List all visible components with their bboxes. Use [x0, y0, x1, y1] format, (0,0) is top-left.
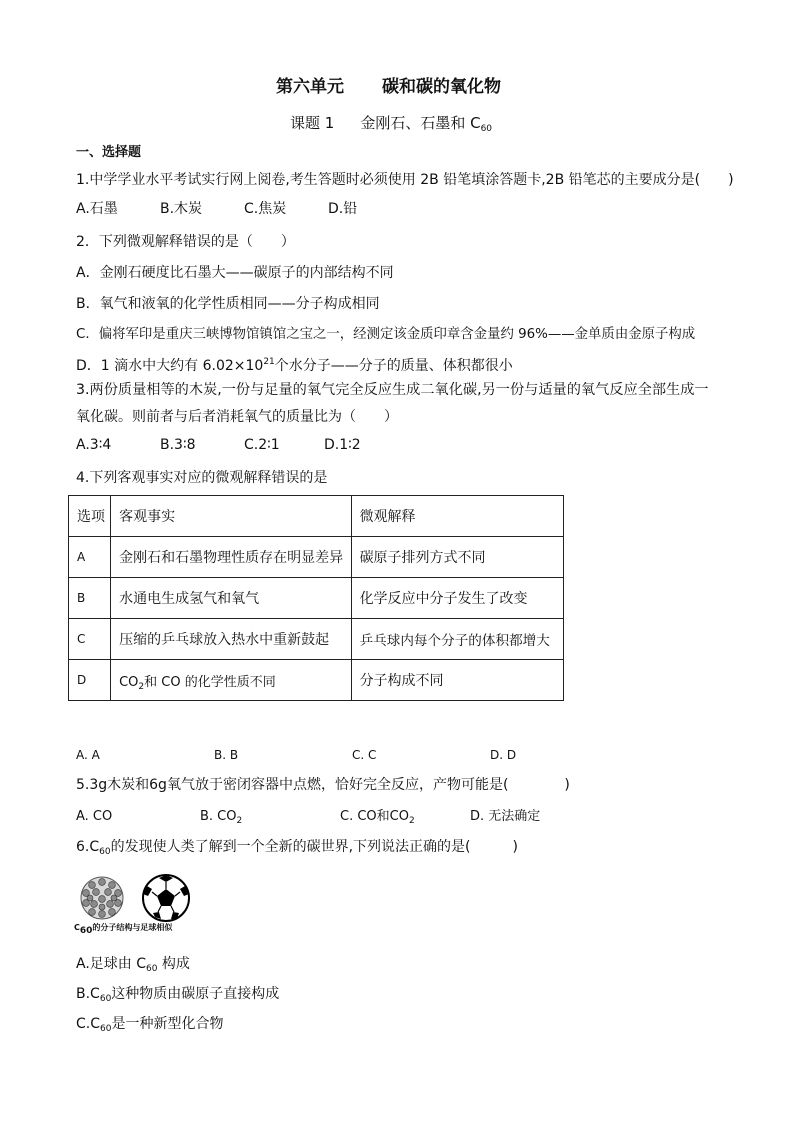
table-cell: 水通电生成氢气和氧气 [111, 578, 351, 619]
table-row [69, 660, 564, 701]
table-cell: A [69, 537, 111, 578]
c60-molecule-and-football-illustration [74, 872, 204, 924]
figure-caption: $C_{60}$的分子结构与足球相似 [74, 923, 173, 936]
q4-option-d: D. D [490, 748, 517, 762]
table-cell: 分子构成不同 [351, 660, 563, 701]
q6-option-c: $C.C_{60}$是一种新型化合物 [76, 1016, 224, 1034]
q3-option-c: C.2∶1 [244, 437, 280, 453]
table-cell: 碳原子排列方式不同 [351, 537, 563, 578]
table-cell: $CO_2$和 CO 的化学性质不同 [111, 660, 351, 701]
explanation-table [68, 495, 564, 701]
page-title: 第六单元 碳和碳的氧化物 [276, 77, 501, 97]
table-row [69, 619, 564, 660]
q2-option-b: B．氧气和液氧的化学性质相同——分子构成相同 [76, 296, 380, 312]
table-cell: 化学反应中分子发生了改变 [351, 578, 563, 619]
question-6-stem: $6.C_{60}$的发现使人类了解到一个全新的碳世界,下列说法正确的是( ) [76, 839, 518, 857]
question-3-stem-line-1: 3.两份质量相等的木炭,一份与足量的氧气完全反应生成二氧化碳,另一份与适量的氧气反应全部生成一 [76, 382, 709, 398]
table-header-cell: 客观事实 [111, 496, 351, 537]
q3-option-a: A.3∶4 [76, 437, 112, 453]
q2-option-a: A．金刚石硬度比石墨大——碳原子的内部结构不同 [76, 265, 394, 281]
question-2-stem: 2．下列微观解释错误的是（ ） [76, 234, 295, 250]
q6-option-b: $B.C_{60}$这种物质由碳原子直接构成 [76, 986, 280, 1004]
q1-option-d: D.铅 [328, 201, 358, 217]
table-row [69, 537, 564, 578]
q1-option-a: A.石墨 [76, 201, 118, 217]
q1-option-b: B.木炭 [160, 201, 203, 217]
table-cell: C [69, 619, 111, 660]
section-heading: 一、选择题 [76, 145, 142, 160]
q5-option-d: D. 无法确定 [470, 809, 541, 824]
lesson-subtitle: 课题 1 金刚石、石墨和 $C_{60}$ [290, 114, 493, 134]
q4-option-b: B. B [214, 748, 239, 762]
q2-option-c: C．偏将军印是重庆三峡博物馆镇馆之宝之一，经测定该金质印章含金量约 96%——金单质由金原子构成 [76, 327, 696, 342]
table-header-cell: 微观解释 [351, 496, 563, 537]
football-icon [143, 875, 189, 921]
q3-option-b: B.3∶8 [160, 437, 196, 453]
q2-option-d: D．1 滴水中大约有 $6.02\times 10^{21}$个水分子——分子的质量、体积都很小 [76, 357, 513, 374]
table-cell: 压缩的乒乓球放入热水中重新鼓起 [111, 619, 351, 660]
q1-option-c: C.焦炭 [244, 201, 287, 217]
table-cell: 乒乓球内每个分子的体积都增大 [351, 619, 563, 660]
q5-option-a: A. CO [76, 809, 113, 824]
c60-molecule-icon [81, 877, 123, 919]
table-header-cell: 选项 [69, 496, 111, 537]
table-header-row [69, 496, 564, 537]
q5-option-b: B. $CO_2$ [200, 809, 243, 826]
question-5-stem: 5.3g木炭和6g氧气放于密闭容器中点燃，恰好完全反应，产物可能是( ) [76, 777, 570, 793]
question-1-stem: 1.中学学业水平考试实行网上阅卷,考生答题时必须使用 2B 铅笔填涂答题卡,2B 铅笔芯的主要成分是( ) [76, 172, 734, 188]
q4-option-c: C. C [352, 748, 377, 762]
table-cell: D [69, 660, 111, 701]
q4-option-a: A. A [76, 748, 100, 762]
table-cell: B [69, 578, 111, 619]
q6-option-a: A.足球由 $C_{60}$ 构成 [76, 956, 190, 974]
table-row [69, 578, 564, 619]
q3-option-d: D.1∶2 [324, 437, 361, 453]
question-4-stem: 4.下列客观事实对应的微观解释错误的是 [76, 470, 328, 486]
q5-option-c: C. CO和$CO_2$ [340, 809, 415, 826]
question-3-stem-line-2: 氧化碳。则前者与后者消耗氧气的质量比为（ ） [76, 409, 398, 425]
table-cell: 金刚石和石墨物理性质存在明显差异 [111, 537, 351, 578]
